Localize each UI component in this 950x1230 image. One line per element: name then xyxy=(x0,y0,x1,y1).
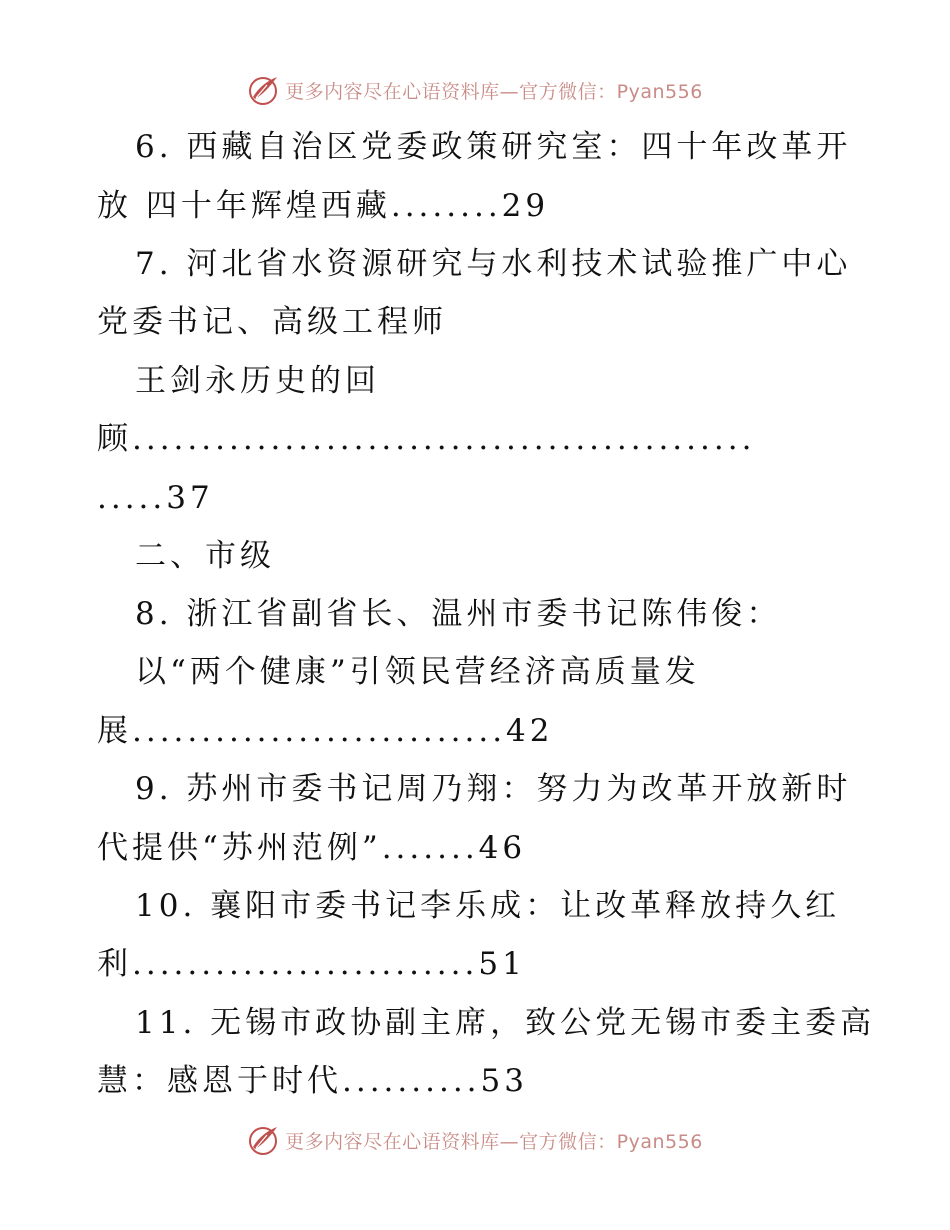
toc-entry-7-line-3: 王剑永历史的回 xyxy=(135,363,380,399)
toc-entry-10-line-2: 利.........................51 xyxy=(97,946,526,982)
toc-entry-7-line-1: 7. 河北省水资源研究与水利技术试验推广中心 xyxy=(135,246,852,282)
header-watermark xyxy=(0,70,950,110)
watermark-text: 更多内容尽在心语资料库—官方微信：Pyan556 xyxy=(285,80,703,103)
quill-logo-icon xyxy=(247,73,281,107)
toc-entry-8-line-1: 8. 浙江省副省长、温州市委书记陈伟俊： xyxy=(135,596,782,632)
toc-entry-9-line-1: 9. 苏州市委书记周乃翔：努力为改革开放新时 xyxy=(135,771,852,807)
section-heading: 二、市级 xyxy=(135,538,275,574)
toc-entry-6-line-2: 放 四十年辉煌西藏........29 xyxy=(97,188,550,224)
watermark-text: 更多内容尽在心语资料库—官方微信：Pyan556 xyxy=(285,1130,703,1153)
toc-entry-7-line-5: .....37 xyxy=(97,480,214,516)
quill-logo-icon xyxy=(247,1123,281,1157)
toc-entry-10-line-1: 10. 襄阳市委书记李乐成：让改革释放持久红 xyxy=(135,888,841,924)
toc-entry-7-line-2: 党委书记、高级工程师 xyxy=(97,304,447,340)
footer-watermark xyxy=(0,1120,950,1160)
toc-entry-8-line-2: 以“两个健康”引领民营经济高质量发 xyxy=(135,654,700,690)
toc-entry-8-line-3: 展...........................42 xyxy=(97,713,554,749)
toc-entry-11-line-1: 11. 无锡市政协副主席，致公党无锡市委主委高 xyxy=(135,1005,876,1041)
toc-entry-6-line-1: 6. 西藏自治区党委政策研究室：四十年改革开 xyxy=(135,129,852,165)
toc-entry-9-line-2: 代提供“苏州范例”.......46 xyxy=(97,830,527,866)
toc-entry-11-line-2: 慧：感恩于时代..........53 xyxy=(97,1063,528,1099)
toc-entry-7-line-4: 顾............................................. xyxy=(97,421,756,457)
